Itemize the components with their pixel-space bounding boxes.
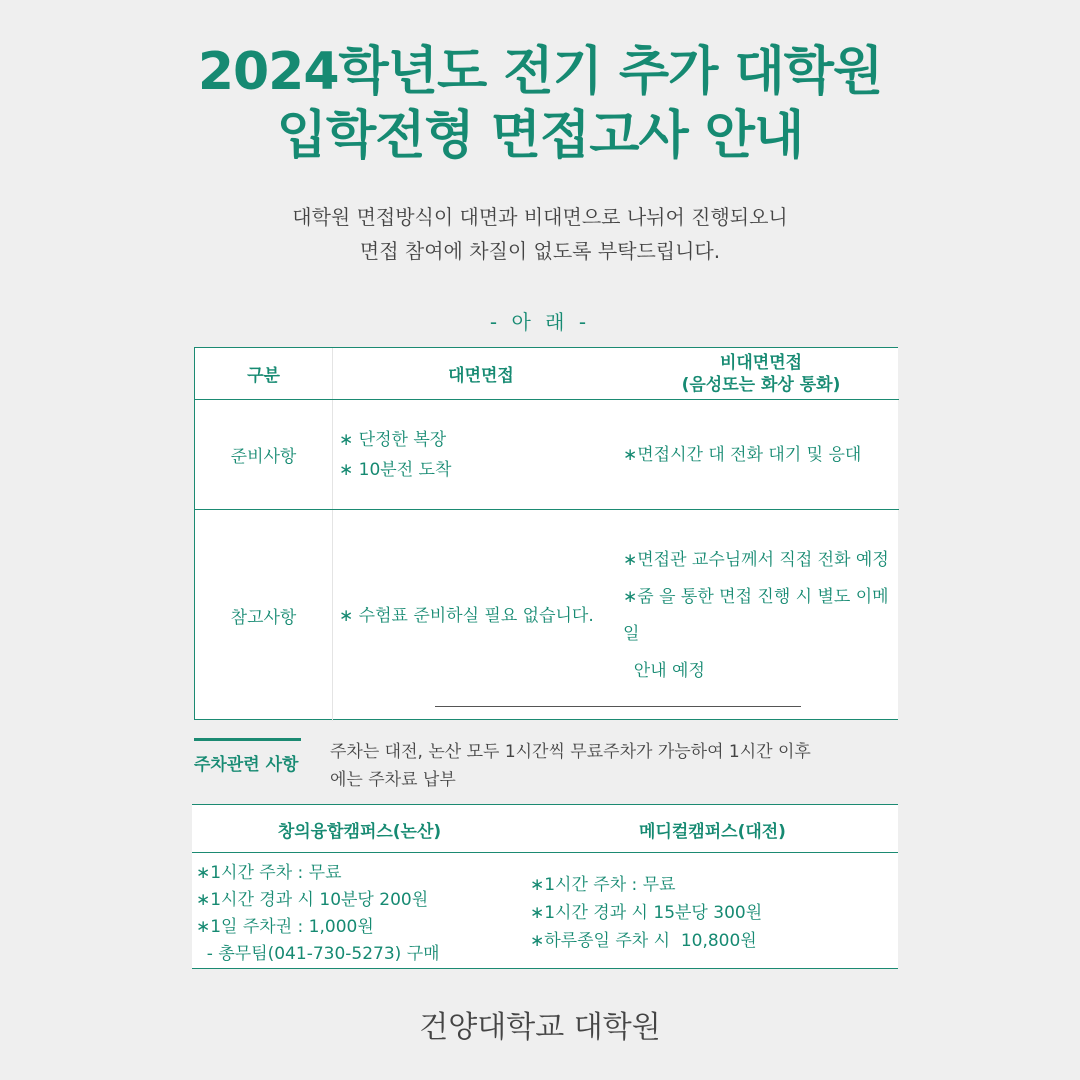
list-item: ∗ 수험표 준비하실 필요 없습니다. — [339, 605, 594, 626]
list-item: - 총무팀(041-730-5273) 구매 — [196, 944, 440, 964]
table-header-row — [195, 348, 899, 400]
parking-description — [330, 738, 890, 794]
header-remote-line-1: 비대면면접 — [719, 352, 803, 373]
university-name: 건양대학교 대학원 — [419, 1010, 661, 1045]
list-item: ∗1일 주차권 : 1,000원 — [196, 917, 374, 937]
title-line-1: 2024학년도 전기 추가 대학원 — [197, 42, 883, 102]
parking-table — [192, 804, 898, 969]
preparation-face-cell — [333, 400, 623, 509]
daejeon-parking-list — [530, 871, 890, 955]
header-face-to-face: 대면면접 — [448, 366, 514, 386]
parking-section-title: 주차관련 사항 — [194, 738, 301, 775]
title-line-2: 입학전형 면접고사 안내 — [276, 106, 804, 166]
divider — [435, 706, 801, 707]
page-title — [0, 40, 1080, 168]
list-item: ∗1시간 주차 : 무료 — [196, 863, 342, 883]
list-item: ∗1시간 주차 : 무료 — [530, 875, 676, 895]
notice-label: - 아 래 - — [489, 310, 591, 334]
preparation-remote-cell — [623, 400, 899, 509]
nonsan-parking-list — [196, 860, 526, 968]
row-label-reference — [195, 510, 333, 721]
list-item: ∗1시간 경과 시 10분당 200원 — [196, 890, 429, 910]
row-label: 준비사항 — [230, 447, 297, 467]
header-remote — [623, 348, 899, 399]
header-category: 구분 — [195, 348, 333, 399]
header-nonsan-campus: 창의융합캠퍼스(논산) — [277, 821, 442, 842]
parking-desc-line-1: 주차는 대전, 논산 모두 1시간씩 무료주차가 가능하여 1시간 이후 — [330, 742, 811, 762]
header-remote-line-2: (음성또는 화상 통화) — [681, 374, 841, 395]
row-label: 참고사항 — [230, 608, 297, 628]
header-daejeon-campus: 메디컬캠퍼스(대전) — [639, 821, 786, 842]
table-row — [195, 400, 899, 510]
list-item: ∗ 10분전 도착 — [339, 459, 452, 480]
list-item: ∗면접시간 대 전화 대기 및 응대 — [623, 444, 862, 465]
reference-remote-cell — [623, 510, 899, 721]
parking-table-header — [192, 805, 898, 853]
intro-line-1: 대학원 면접방식이 대면과 비대면으로 나뉘어 진행되오니 — [292, 205, 788, 229]
list-item: ∗1시간 경과 시 15분당 300원 — [530, 903, 763, 923]
list-item: 안내 예정 — [623, 660, 705, 681]
table-row — [195, 510, 899, 721]
list-item: ∗ 단정한 복장 — [339, 429, 447, 450]
list-item: ∗하루종일 주차 시 10,800원 — [530, 931, 757, 951]
intro-text — [0, 200, 1080, 268]
parking-desc-line-2: 에는 주차료 납부 — [330, 770, 456, 790]
interview-table — [194, 347, 898, 720]
reference-face-cell — [333, 510, 623, 721]
row-label-preparation — [195, 400, 333, 509]
intro-line-2: 면접 참여에 차질이 없도록 부탁드립니다. — [359, 239, 721, 263]
list-item: ∗면접관 교수님께서 직접 전화 예정 — [623, 549, 889, 570]
list-item: ∗줌 을 통한 면접 진행 시 별도 이메일 — [623, 586, 889, 644]
